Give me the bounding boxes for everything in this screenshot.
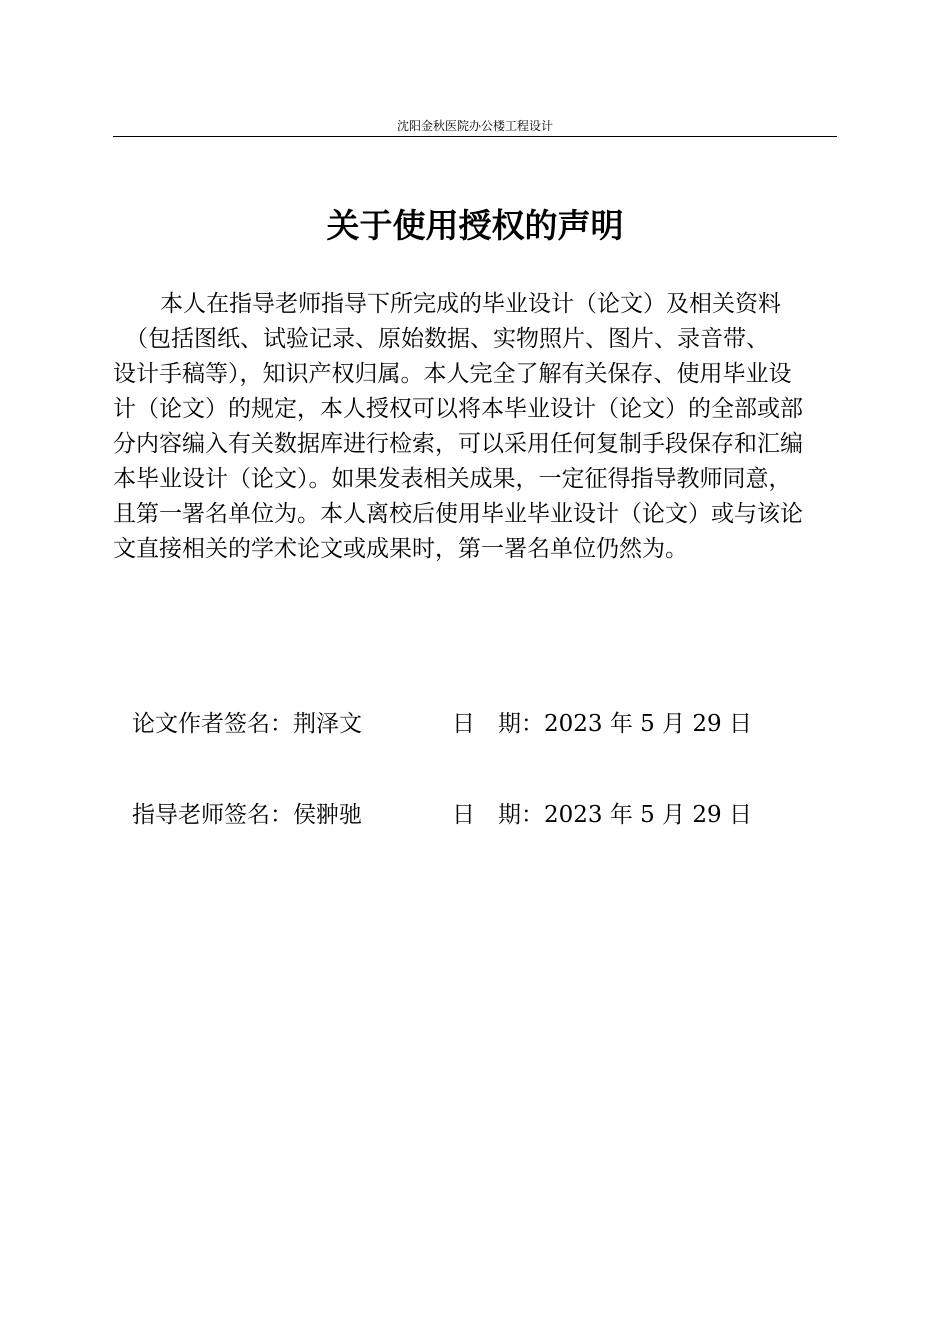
statement-line: 分内容编入有关数据库进行检索，可以采用任何复制手段保存和汇编 <box>113 431 803 457</box>
statement-line: 文直接相关的学术论文或成果时，第一署名单位仍然为。 <box>113 536 688 562</box>
author-signature: 论文作者签名：荆泽文 <box>132 711 362 737</box>
header-text: 沈阳金秋医院办公楼工程设计 <box>396 119 553 133</box>
page-header <box>113 117 837 137</box>
statement-line: （包括图纸、试验记录、原始数据、实物照片、图片、录音带、 <box>125 326 769 352</box>
statement-line: 本毕业设计（论文）。如果发表相关成果，一定征得指导教师同意， <box>113 466 792 492</box>
statement-line: 且第一署名单位为。本人离校后使用毕业毕业设计（论文）或与该论 <box>113 501 803 527</box>
advisor-date: 日 期：2023 年 5 月 29 日 <box>452 802 752 828</box>
statement-line: 计（论文）的规定，本人授权可以将本毕业设计（论文）的全部或部 <box>113 396 803 422</box>
advisor-signature: 指导老师签名：侯翀驰 <box>132 802 362 828</box>
author-signature-row <box>132 706 832 742</box>
statement-line: 本人在指导老师指导下所完成的毕业设计（论文）及相关资料 <box>160 291 781 317</box>
advisor-signature-row <box>132 797 832 833</box>
author-date: 日 期：2023 年 5 月 29 日 <box>452 711 752 737</box>
page-title: 关于使用授权的声明 <box>326 206 624 245</box>
statement-paragraph <box>113 287 837 567</box>
statement-line: 设计手稿等），知识产权归属。本人完全了解有关保存、使用毕业设 <box>113 361 792 387</box>
